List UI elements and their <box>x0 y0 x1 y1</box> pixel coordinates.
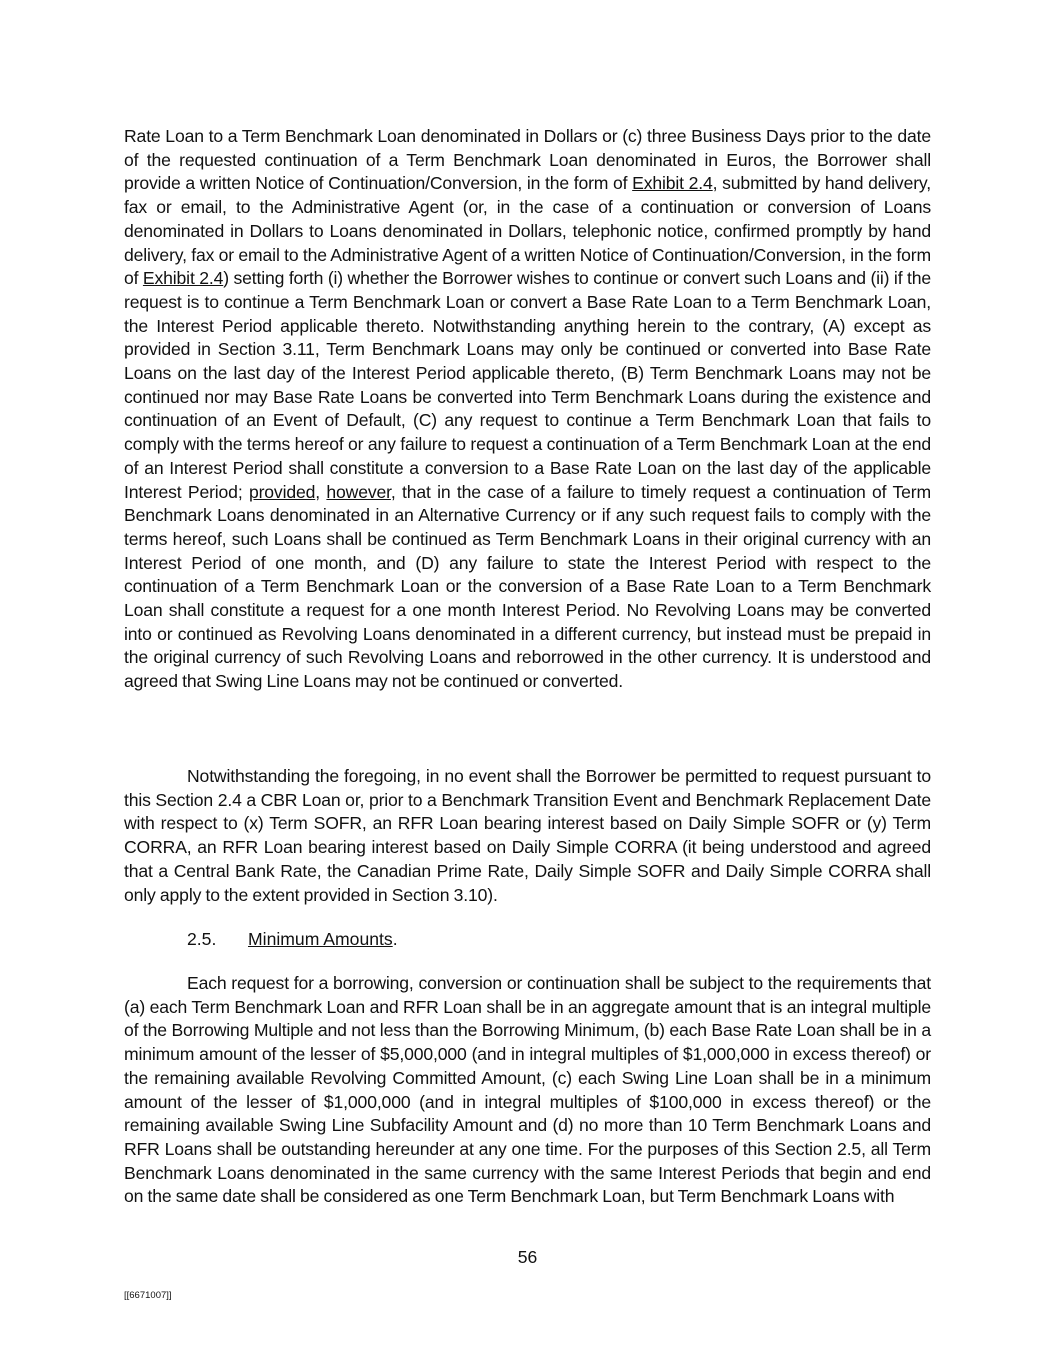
paragraph-text: , <box>315 481 327 502</box>
however-term: however <box>326 481 391 502</box>
page-number: 56 <box>517 1247 538 1267</box>
section-title: Minimum Amounts <box>248 929 393 949</box>
paragraph-notwithstanding: Notwithstanding the foregoing, in no event shall the Borrower be permitted to request pursuant to this Section 2.4 a CBR Loan or, prior to a Benchmark Transition Event and Benchmark Replacement Date with respect to (x) Term SOFR, an RFR Loan bearing interest based on Daily Simple SOFR or (y) Term CORRA, an RFR Loan bearing interest based on Daily Simple CORRA (it being understood and agreed that a Central Bank Rate, the Canadian Prime Rate, Daily Simple SOFR and Daily Simple CORRA shall only apply to the extent provided in Section 3.10). <box>124 766 931 905</box>
paragraph-text: Rate Loan to a Term Benchmark Loan denominated in Dollars or (c) three Business Days prior to the date of the requested continuation of a Term Benchmark Loan denominated in Euros, the Borrower shall provide a written Notice of Continuation/Conversion, in the form of <box>124 126 931 194</box>
document-id: [[6671007]] <box>124 1290 172 1301</box>
paragraph-text: , submitted by hand delivery, fax or email, to the Administrative Agent (or, in the case of a continuation or conversion of Loans denominated in Dollars to Loans denominated in Dollars, telephonic notice, confirmed promptly by hand delivery, fax or email to the Administrative Agent of a written Notice of Continuation/Conversion, in the form of <box>124 173 931 289</box>
paragraph-text: , that in the case of a failure to timely request a continuation of Term Benchmark Loans denominated in an Alternative Currency or if any such request fails to comply with the terms hereof, such Loans shall be continued as Term Benchmark Loans in their original currency with an Interest Period of one month, and (D) any failure to state the Interest Period with respect to the continuation of a Term Benchmark Loan or the conversion of a Base Rate Loan to a Term Benchmark Loan shall constitute a request for a one month Interest Period. No Revolving Loans may be converted into or continued as Revolving Loans denominated in a different currency, but instead must be prepaid in the original currency of such Revolving Loans and reborrowed in the other currency. It is understood and agreed that Swing Line Loans may not be continued or converted. <box>124 481 931 692</box>
exhibit-reference: Exhibit 2.4 <box>142 268 224 289</box>
section-number: 2.5. <box>187 929 217 949</box>
exhibit-reference: Exhibit 2.4 <box>632 173 713 194</box>
paragraph-continuation-notice <box>124 125 931 694</box>
paragraph-minimum-amounts: Each request for a borrowing, conversion or continuation shall be subject to the requirements that (a) each Term Benchmark Loan and RFR Loan shall be in an aggregate amount that is an integral multiple of the Borrowing Multiple and not less than the Borrowing Minimum, (b) each Base Rate Loan shall be in a minimum amount of the lesser of $5,000,000 (and in integral multiples of $1,000,000 in excess thereof) or the remaining available Revolving Committed Amount, (c) each Swing Line Loan shall be in a minimum amount of the lesser of $1,000,000 (and in integral multiples of $100,000 in excess thereof) or the remaining available Swing Line Subfacility Amount and (d) no more than 10 Term Benchmark Loans and RFR Loans shall be outstanding hereunder at any one time. For the purposes of this Section 2.5, all Term Benchmark Loans denominated in the same currency with the same Interest Periods that begin and end on the same date shall be considered as one Term Benchmark Loan, but Term Benchmark Loans with <box>124 973 931 1207</box>
section-heading <box>187 928 398 952</box>
paragraph-text: ) setting forth (i) whether the Borrower wishes to continue or convert such Loans and (ii) if the request is to continue a Term Benchmark Loan or convert a Base Rate Loan to a Term Benchmark Loan, the Interest Period applicable thereto. Notwithstanding anything herein to the contrary, (A) except as provided in Section 3.11, Term Benchmark Loans may only be continued or converted into Base Rate Loans on the last day of the Interest Period applicable thereto, (B) Term Benchmark Loans may not be continued nor may Base Rate Loans be converted into Term Benchmark Loans during the existence and continuation of an Event of Default, (C) any request to continue a Term Benchmark Loan that fails to comply with the terms hereof or any failure to request a continuation of a Term Benchmark Loan at the end of an Interest Period shall constitute a conversion to a Base Rate Loan on the last day of the applicable Interest Period; <box>124 268 931 502</box>
provided-term: provided <box>248 481 316 502</box>
section-title-suffix: . <box>392 929 398 949</box>
